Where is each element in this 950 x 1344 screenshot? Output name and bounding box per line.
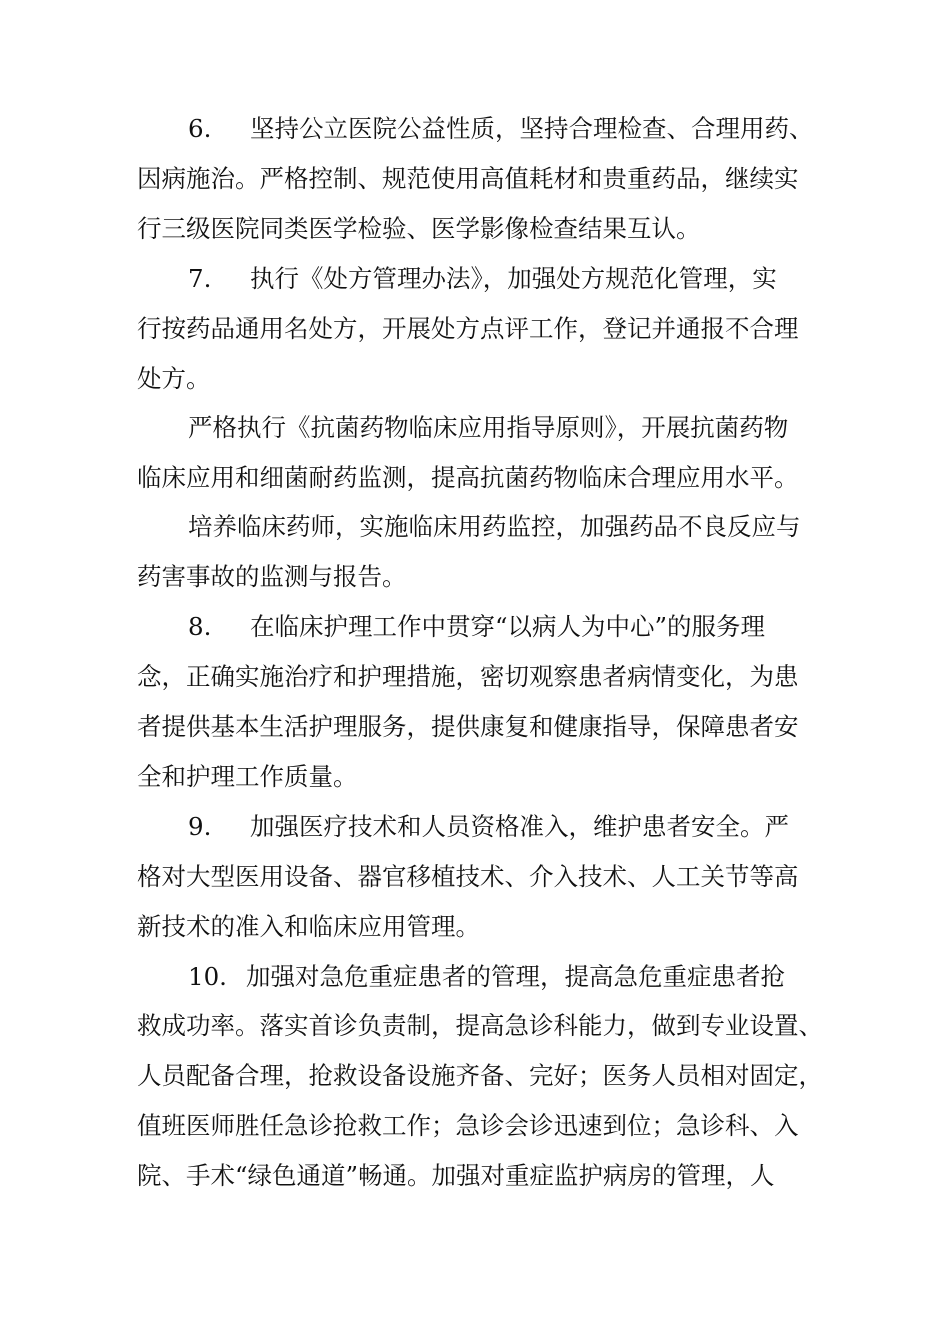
paragraph-10-line-3: 人员配备合理，抢救设备设施齐备、完好；医务人员相对固定， <box>137 1061 823 1090</box>
paragraph-9-line-3: 新技术的准入和临床应用管理。 <box>137 912 480 941</box>
paragraph-10-line-1 <box>188 955 785 999</box>
paragraph-8-number: 8. <box>188 612 212 641</box>
paragraph-6-text: 坚持公立医院公益性质，坚持合理检查、合理用药、 <box>250 114 814 143</box>
pharmacist-paragraph-line-2: 药害事故的监测与报告。 <box>137 562 407 591</box>
paragraph-8-text: 在临床护理工作中贯穿“以病人为中心”的服务理 <box>250 612 766 641</box>
paragraph-10-line-4: 值班医师胜任急诊抢救工作；急诊会诊迅速到位；急诊科、入 <box>137 1111 799 1140</box>
paragraph-9-number: 9. <box>188 812 212 841</box>
antibiotic-paragraph-line-1: 严格执行《抗菌药物临床应用指导原则》，开展抗菌药物 <box>188 413 789 442</box>
paragraph-7-number: 7. <box>188 264 212 293</box>
paragraph-9-text: 加强医疗技术和人员资格准入，维护患者安全。严 <box>250 812 789 841</box>
paragraph-6-line-2: 因病施治。严格控制、规范使用高值耗材和贵重药品，继续实 <box>137 164 799 193</box>
paragraph-7-line-1 <box>188 257 777 301</box>
paragraph-7-line-3: 处方。 <box>137 364 211 393</box>
paragraph-8-line-1 <box>188 605 765 649</box>
pharmacist-paragraph-line-1: 培养临床药师，实施临床用药监控，加强药品不良反应与 <box>188 512 801 541</box>
paragraph-9-line-2: 格对大型医用设备、器官移植技术、介入技术、人工关节等高 <box>137 862 799 891</box>
paragraph-6-line-3: 行三级医院同类医学检验、医学影像检查结果互认。 <box>137 214 701 243</box>
paragraph-8-line-4: 全和护理工作质量。 <box>137 762 358 791</box>
paragraph-6-line-1 <box>188 107 814 151</box>
paragraph-10-line-2: 救成功率。落实首诊负责制，提高急诊科能力，做到专业设置、 <box>137 1011 823 1040</box>
paragraph-6-number: 6. <box>188 114 212 143</box>
paragraph-10-line-5: 院、手术“绿色通道”畅通。加强对重症监护病房的管理，人 <box>137 1161 775 1190</box>
paragraph-8-line-2: 念，正确实施治疗和护理措施，密切观察患者病情变化，为患 <box>137 662 799 691</box>
paragraph-10-number: 10. <box>188 962 227 991</box>
paragraph-10-text: 加强对急危重症患者的管理，提高急危重症患者抢 <box>246 962 785 991</box>
paragraph-7-text: 执行《处方管理办法》，加强处方规范化管理，实 <box>250 264 777 293</box>
antibiotic-paragraph-line-2: 临床应用和细菌耐药监测，提高抗菌药物临床合理应用水平。 <box>137 463 799 492</box>
paragraph-9-line-1 <box>188 805 789 849</box>
paragraph-7-line-2: 行按药品通用名处方，开展处方点评工作，登记并通报不合理 <box>137 314 799 343</box>
paragraph-8-line-3: 者提供基本生活护理服务，提供康复和健康指导，保障患者安 <box>137 712 799 741</box>
